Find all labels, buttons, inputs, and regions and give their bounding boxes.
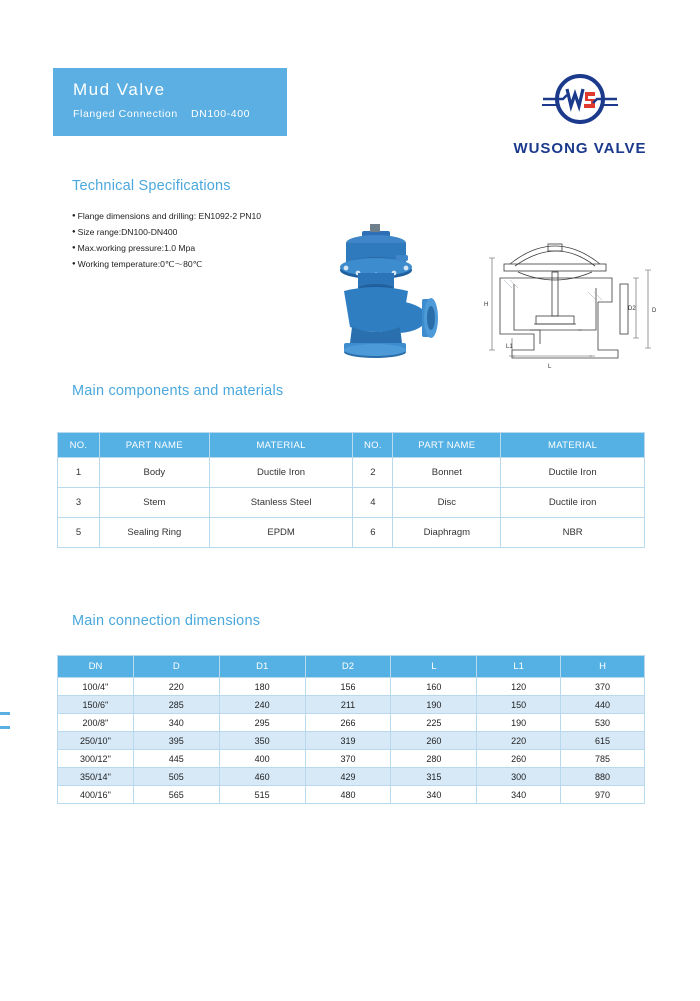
- cell: EPDM: [209, 518, 353, 548]
- svg-text:H: H: [484, 302, 489, 308]
- cell: 350/14'': [58, 768, 134, 786]
- cell: 530: [561, 714, 645, 732]
- column-header: D1: [219, 656, 305, 678]
- cell: 300/12'': [58, 750, 134, 768]
- cell: 250/10'': [58, 732, 134, 750]
- technical-specifications-heading: Technical Specifications: [72, 178, 231, 194]
- spec-item: ● Flange dimensions and drilling: EN1092-2 PN10: [72, 208, 332, 224]
- cell: 156: [305, 678, 391, 696]
- cell: 785: [561, 750, 645, 768]
- wusong-valve-logo-icon: [537, 72, 623, 132]
- cell: 6: [353, 518, 393, 548]
- cell: 4: [353, 488, 393, 518]
- cell: 266: [305, 714, 391, 732]
- cell: 190: [477, 714, 561, 732]
- column-header: H: [561, 656, 645, 678]
- cell: 150/6'': [58, 696, 134, 714]
- table-row: [58, 750, 645, 768]
- cell: 400: [219, 750, 305, 768]
- cell: 211: [305, 696, 391, 714]
- cell: NBR: [501, 518, 645, 548]
- cell: 295: [219, 714, 305, 732]
- column-header: PART NAME: [393, 433, 501, 458]
- cell: 880: [561, 768, 645, 786]
- cell: 220: [477, 732, 561, 750]
- cell: 440: [561, 696, 645, 714]
- main-components-heading: Main components and materials: [72, 383, 284, 399]
- cell: Ductile iron: [501, 488, 645, 518]
- cell: Stem: [99, 488, 209, 518]
- column-header: L1: [477, 656, 561, 678]
- column-header: D2: [305, 656, 391, 678]
- cell: 240: [219, 696, 305, 714]
- cell: 515: [219, 786, 305, 804]
- cell: 285: [133, 696, 219, 714]
- cell: 315: [391, 768, 477, 786]
- cell: 970: [561, 786, 645, 804]
- table-row: [58, 768, 645, 786]
- cell: 340: [133, 714, 219, 732]
- cell: 2: [353, 458, 393, 488]
- cell: 460: [219, 768, 305, 786]
- cell: 220: [133, 678, 219, 696]
- cell: Ductile Iron: [209, 458, 353, 488]
- cell: 260: [477, 750, 561, 768]
- edge-mark: [0, 712, 10, 715]
- cell: 370: [305, 750, 391, 768]
- svg-text:L1: L1: [506, 344, 513, 350]
- cell: Disc: [393, 488, 501, 518]
- spec-item: ● Max.working pressure:1.0 Mpa: [72, 240, 332, 256]
- table-row: [58, 518, 645, 548]
- cell: 225: [391, 714, 477, 732]
- table-row: [58, 458, 645, 488]
- cell: 350: [219, 732, 305, 750]
- table-header-row: [58, 656, 645, 678]
- column-header: L: [391, 656, 477, 678]
- cell: 400/16'': [58, 786, 134, 804]
- cell: 200/8'': [58, 714, 134, 732]
- cell: 280: [391, 750, 477, 768]
- cell: 340: [391, 786, 477, 804]
- page-title: Mud Valve: [73, 80, 166, 99]
- column-header: MATERIAL: [209, 433, 353, 458]
- column-header: MATERIAL: [501, 433, 645, 458]
- cell: 370: [561, 678, 645, 696]
- cell: 3: [58, 488, 100, 518]
- cell: 180: [219, 678, 305, 696]
- cell: 5: [58, 518, 100, 548]
- mud-valve-photo: [300, 215, 468, 375]
- main-connection-dimensions-heading: Main connection dimensions: [72, 613, 261, 629]
- spec-item: ● Size range:DN100-DN400: [72, 224, 332, 240]
- size-range-label: DN100-400: [191, 108, 251, 120]
- svg-text:D2: D2: [628, 306, 636, 312]
- table-row: [58, 786, 645, 804]
- cell: 300: [477, 768, 561, 786]
- mud-valve-section-drawing: [470, 218, 660, 378]
- cell: Diaphragm: [393, 518, 501, 548]
- cell: Ductile Iron: [501, 458, 645, 488]
- column-header: D: [133, 656, 219, 678]
- main-connection-dimensions-table: [57, 655, 645, 804]
- column-header: DN: [58, 656, 134, 678]
- brand-logo: [495, 72, 665, 157]
- cell: 319: [305, 732, 391, 750]
- spec-item: ● Working temperature:0℃～80℃: [72, 256, 332, 272]
- column-header: NO.: [58, 433, 100, 458]
- column-header: PART NAME: [99, 433, 209, 458]
- edge-mark: [0, 726, 10, 729]
- connection-type-label: Flanged Connection: [73, 108, 178, 120]
- header-subtitle-row: [53, 100, 287, 120]
- cell: 429: [305, 768, 391, 786]
- table-row: [58, 678, 645, 696]
- svg-text:L: L: [548, 364, 552, 370]
- cell: 565: [133, 786, 219, 804]
- cell: 190: [391, 696, 477, 714]
- cell: Stanless Steel: [209, 488, 353, 518]
- cell: 615: [561, 732, 645, 750]
- table-row: [58, 696, 645, 714]
- cell: 120: [477, 678, 561, 696]
- table-row: [58, 488, 645, 518]
- table-row: [58, 732, 645, 750]
- cell: 150: [477, 696, 561, 714]
- cell: 395: [133, 732, 219, 750]
- cell: Body: [99, 458, 209, 488]
- column-header: NO.: [353, 433, 393, 458]
- cell: 505: [133, 768, 219, 786]
- cell: 480: [305, 786, 391, 804]
- svg-text:D: D: [652, 308, 657, 314]
- cell: Sealing Ring: [99, 518, 209, 548]
- cell: 260: [391, 732, 477, 750]
- product-header-banner: [53, 68, 287, 136]
- cell: 1: [58, 458, 100, 488]
- cell: Bonnet: [393, 458, 501, 488]
- technical-specifications-list: [72, 208, 332, 272]
- cell: 100/4'': [58, 678, 134, 696]
- table-header-row: [58, 433, 645, 458]
- cell: 445: [133, 750, 219, 768]
- cell: 340: [477, 786, 561, 804]
- table-row: [58, 714, 645, 732]
- cell: 160: [391, 678, 477, 696]
- main-components-table: [57, 432, 645, 548]
- brand-name: WUSONG VALVE: [513, 140, 647, 157]
